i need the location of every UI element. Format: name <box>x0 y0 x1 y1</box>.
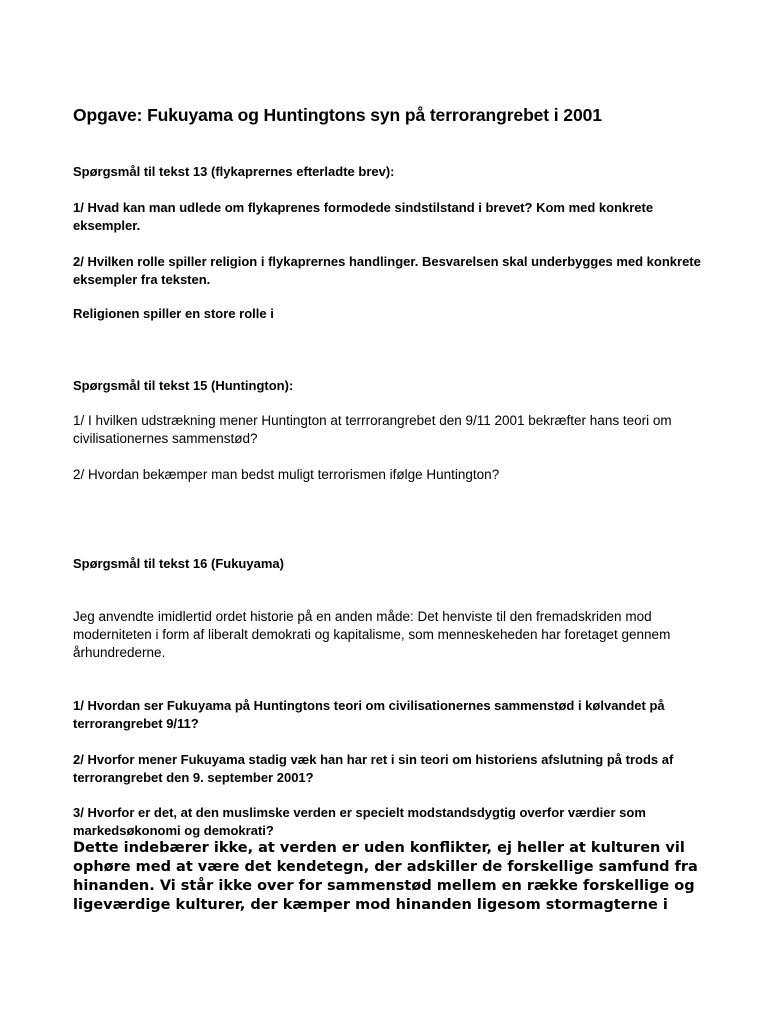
section-13-answer: Religionen spiller en store rolle i <box>73 306 274 321</box>
section-16-quote: Jeg anvendte imidlertid ordet historie på en anden måde: Det henviste til den fremadskriden mod moderniteten i form af liberalt demokrati og kapitalisme, som menneskeheden har foretaget gennem århundrederne. <box>73 609 671 660</box>
section-16-question-2: 2/ Hvorfor mener Fukuyama stadig væk han har ret i sin teori om historiens afslutning på trods af terrorangrebet den 9. september 2001? <box>73 752 674 785</box>
section-16-heading: Spørgsmål til tekst 16 (Fukuyama) <box>73 556 284 571</box>
section-15-heading: Spørgsmål til tekst 15 (Huntington): <box>73 378 294 393</box>
section-13-question-2: 2/ Hvilken rolle spiller religion i flykaprernes handlinger. Besvarelsen skal underbygges med konkrete eksempler fra teksten. <box>73 254 701 287</box>
section-13-question-1: 1/ Hvad kan man udlede om flykaprenes formodede sindstilstand i brevet? Kom med konkrete eksempler. <box>73 200 654 233</box>
document-title: Opgave: Fukuyama og Huntingtons syn på terrorangrebet i 2001 <box>73 105 602 125</box>
section-16-question-1: 1/ Hvordan ser Fukuyama på Huntingtons teori om civilisationernes sammenstød i kølvandet på terrorangrebet 9/11? <box>73 698 665 731</box>
section-16-question-3: 3/ Hvorfor er det, at den muslimske verden er specielt modstandsdygtig overfor værdier som markedsøkonomi og demokrati? <box>73 805 646 838</box>
section-15-question-2: 2/ Hvordan bekæmper man bedst muligt terrorismen ifølge Huntington? <box>73 467 500 482</box>
section-13-heading: Spørgsmål til tekst 13 (flykaprernes efterladte brev): <box>73 164 395 179</box>
section-15-question-1: 1/ I hvilken udstrækning mener Huntington at terrrorangrebet den 9/11 2001 bekræfter hans teori om civilisationernes sammenstød? <box>73 413 672 446</box>
section-16-pasted-text: Dette indebærer ikke, at verden er uden konflikter, ej heller at kulturen vil ophøre med at være det kendetegn, der adskiller de forskellige samfund fra hinanden. Vi står ikke over for sammenstød mellem en række forskellige og ligeværdige kulturer, der kæmper mod hinanden ligesom stormagterne i <box>73 840 698 913</box>
